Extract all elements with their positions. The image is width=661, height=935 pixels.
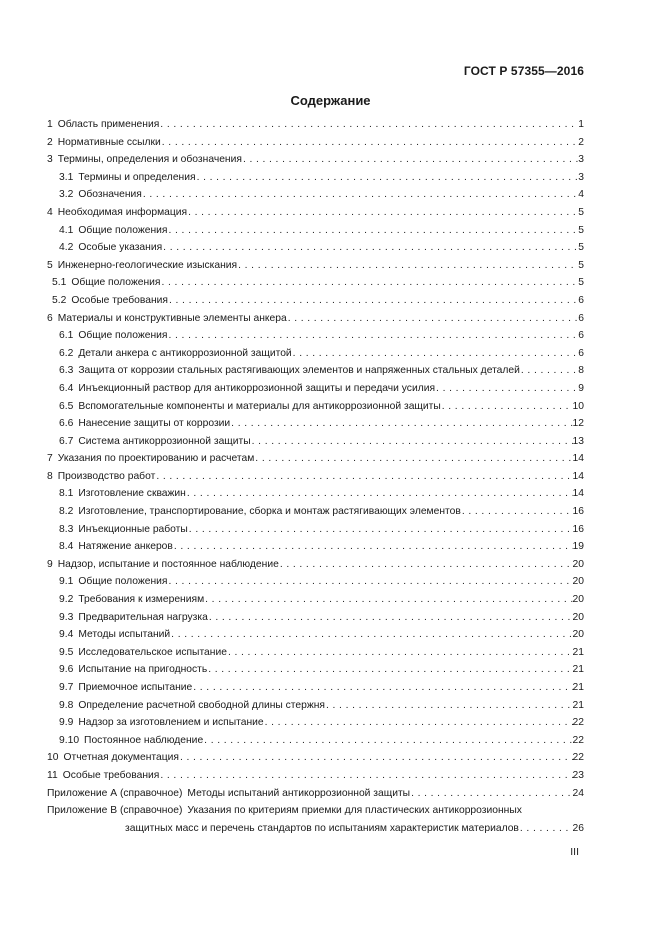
toc-entry-title: Инъекционный раствор для антикоррозионной защиты и передачи усилия (78, 382, 436, 394)
leader-dots (237, 260, 578, 271)
toc-entry-page: 4 (578, 189, 584, 201)
toc-entry-title: Общие положения (78, 576, 168, 588)
leader-dots (230, 418, 572, 429)
toc-entry-number: 3 (47, 154, 53, 166)
appendix-title-line2: защитных масс и перечень стандартов по испытаниям характеристик материалов (125, 822, 519, 834)
leader-dots (208, 612, 573, 623)
toc-entry-page: 5 (578, 277, 584, 289)
toc-entry[interactable] (47, 682, 584, 700)
toc-entry-number: 9.3 (59, 611, 74, 623)
toc-entry-title: Обозначения (78, 189, 142, 201)
toc-entry-number: 7 (47, 453, 53, 465)
toc-entry-number: 9.7 (59, 682, 74, 693)
toc-entry-title: Натяжение анкеров (78, 541, 173, 553)
toc-entry-title: Требования к измерениям (78, 594, 205, 606)
toc-appendix-a[interactable] (47, 788, 584, 806)
toc-entry[interactable] (47, 418, 584, 436)
toc-entry-number: 11 (47, 769, 58, 781)
standard-designation: ГОСТ Р 57355—2016 (463, 64, 584, 78)
toc-entry-page: 5 (578, 224, 584, 236)
leader-dots (162, 242, 578, 253)
toc-entry-title: Нормативные ссылки (57, 136, 161, 148)
toc-entry-page: 20 (572, 594, 584, 606)
toc-entry-number: 6 (47, 312, 53, 324)
toc-entry-title: Производство работ (57, 470, 156, 482)
toc-entry-number: 6.5 (59, 400, 74, 412)
toc-entry-number: 9.4 (59, 629, 74, 641)
toc-entry-number: 4 (47, 206, 53, 218)
toc-entry-page: 5 (578, 206, 584, 218)
leader-dots (227, 647, 573, 658)
toc-entry[interactable] (47, 559, 584, 577)
toc-entry-title: Инъекционные работы (78, 523, 188, 535)
leader-dots (168, 225, 579, 236)
toc-entry-number: 6.7 (59, 435, 74, 447)
toc-entry-number: 9.10 (59, 734, 80, 746)
toc-entry-number: 6.3 (59, 365, 74, 377)
toc-entry-page: 20 (572, 576, 584, 588)
toc-entry-title: Изготовление, транспортирование, сборка и монтаж растягивающих элементов (78, 506, 461, 518)
toc-entry[interactable] (47, 383, 584, 401)
toc-entry-page: 9 (578, 382, 584, 394)
toc-entry-page: 14 (572, 488, 584, 500)
toc-entry-title: Приемочное испытание (78, 682, 193, 693)
page-title: Содержание (290, 93, 371, 108)
toc-entry-number: 9 (47, 558, 53, 570)
toc-entry-page: 22 (572, 752, 584, 764)
leader-dots (192, 682, 572, 693)
toc-entry-number: 4.1 (59, 224, 74, 236)
toc-entry-page: 8 (578, 365, 584, 377)
toc-entry-number: 9.5 (59, 646, 74, 658)
toc-entry[interactable] (47, 295, 584, 313)
toc-entry-page: 21 (572, 646, 584, 658)
toc-entry[interactable] (47, 172, 584, 190)
appendix-title: Методы испытаний антикоррозионной защиты (187, 787, 411, 799)
leader-dots (292, 348, 579, 359)
toc-entry-number: 6.4 (59, 382, 74, 394)
toc-entry-number: 6.2 (59, 347, 74, 359)
toc-entry-title: Необходимая информация (57, 206, 188, 218)
leader-dots (187, 207, 578, 218)
toc-entry-number: 5 (47, 259, 53, 271)
toc-entry[interactable] (47, 365, 584, 383)
toc-entry-page: 21 (572, 699, 584, 711)
toc-entry-title: Отчетная документация (63, 752, 179, 764)
toc-entry-page: 20 (572, 629, 584, 641)
toc-entry[interactable] (47, 752, 584, 770)
leader-dots (279, 559, 573, 570)
toc-entry[interactable] (47, 506, 584, 524)
toc-entry[interactable] (47, 330, 584, 348)
toc-entry-page: 14 (572, 453, 584, 465)
toc-entry-page: 21 (572, 682, 584, 693)
toc-entry-number: 8.3 (59, 523, 74, 535)
appendix-label: Приложение В (справочное) (47, 805, 183, 817)
leader-dots (441, 401, 573, 412)
leader-dots (325, 700, 573, 711)
toc-entry-number: 3.2 (59, 189, 74, 201)
leader-dots (242, 154, 578, 165)
toc-entry-title: Общие положения (78, 330, 168, 342)
toc-entry[interactable] (47, 576, 584, 594)
leader-dots (207, 664, 572, 675)
toc-entry[interactable] (47, 488, 584, 506)
toc-entry[interactable] (47, 664, 584, 682)
toc-entry-title: Надзор, испытание и постоянное наблюдение (57, 558, 279, 570)
toc-entry-title: Вспомогательные компоненты и материалы для антикоррозионной защиты (78, 400, 441, 412)
toc-entry-title: Термины, определения и обозначения (57, 154, 242, 166)
toc-entry-title: Термины и определения (78, 171, 196, 183)
leader-dots (142, 189, 578, 200)
toc-entry[interactable] (47, 770, 584, 788)
toc-entry-title: Инженерно-геологические изыскания (57, 259, 238, 271)
appendix-label: Приложение А (справочное) (47, 787, 183, 799)
leader-dots (168, 576, 573, 587)
toc-entry-page: 3 (578, 171, 584, 183)
toc-entry-number: 9.6 (59, 664, 74, 676)
leader-dots (203, 735, 572, 746)
toc-entry-title: Общие положения (71, 277, 161, 289)
toc-entry-page: 1 (578, 119, 584, 130)
toc-entry-number: 8.1 (59, 488, 74, 500)
toc-entry-title: Область применения (57, 119, 160, 130)
leader-dots (168, 295, 578, 306)
toc-entry[interactable] (47, 436, 584, 454)
toc-entry[interactable] (47, 401, 584, 419)
toc-entry-page: 6 (578, 347, 584, 359)
toc-entry[interactable] (47, 471, 584, 489)
toc-entry-page: 3 (578, 154, 584, 166)
toc-entry-title: Особые указания (78, 242, 163, 254)
toc-entry-page: 23 (572, 769, 584, 781)
table-of-contents (47, 119, 584, 840)
toc-entry[interactable] (47, 313, 584, 331)
toc-entry[interactable] (47, 154, 584, 172)
toc-entry[interactable] (47, 717, 584, 735)
toc-entry[interactable] (47, 524, 584, 542)
toc-entry-page: 19 (572, 541, 584, 553)
toc-entry-page: 2 (578, 136, 584, 148)
toc-entry-number: 10 (47, 752, 59, 764)
toc-entry[interactable] (47, 119, 584, 137)
toc-entry-page: 22 (572, 717, 584, 729)
toc-entry-number: 1 (47, 119, 53, 130)
toc-entry-page: 10 (572, 400, 584, 412)
toc-entry[interactable] (47, 242, 584, 260)
toc-entry[interactable] (47, 225, 584, 243)
leader-dots (179, 752, 573, 763)
leader-dots (254, 453, 572, 464)
toc-entry-title: Система антикоррозионной защиты (78, 435, 251, 447)
toc-entry-page: 20 (572, 611, 584, 623)
leader-dots (170, 629, 572, 640)
leader-dots (186, 488, 573, 499)
leader-dots (204, 594, 572, 605)
toc-appendix-b[interactable] (47, 805, 584, 823)
toc-entry-title: Методы испытаний (78, 629, 171, 641)
leader-dots (173, 541, 573, 552)
leader-dots (251, 436, 573, 447)
toc-entry-page: 21 (572, 664, 584, 676)
toc-entry-number: 8.2 (59, 506, 74, 518)
toc-entry-title: Материалы и конструктивные элементы анкера (57, 312, 287, 324)
toc-entry-number: 9.9 (59, 717, 74, 729)
toc-entry-title: Испытание на пригодность (78, 664, 208, 676)
toc-entry[interactable] (47, 629, 584, 647)
toc-entry-page: 16 (572, 506, 584, 518)
toc-entry-number: 9.2 (59, 594, 74, 606)
toc-entry-number: 6.6 (59, 418, 74, 430)
leader-dots (159, 770, 572, 781)
leader-dots (161, 277, 579, 288)
toc-entry[interactable] (47, 594, 584, 612)
toc-entry-title: Указания по проектированию и расчетам (57, 453, 255, 465)
toc-entry[interactable] (47, 189, 584, 207)
toc-entry[interactable] (47, 137, 584, 155)
toc-entry-title: Определение расчетной свободной длины стержня (78, 699, 326, 711)
toc-entry-title: Особые требования (62, 769, 160, 781)
toc-entry-page: 5 (578, 242, 584, 254)
leader-dots (410, 788, 572, 799)
toc-entry-title: Изготовление скважин (78, 488, 186, 500)
toc-entry-page: 6 (578, 294, 584, 306)
toc-entry-title: Общие положения (78, 224, 168, 236)
appendix-page: 26 (572, 822, 584, 834)
leader-dots (168, 330, 579, 341)
toc-entry[interactable] (47, 541, 584, 559)
toc-entry-number: 5.2 (52, 294, 67, 306)
toc-entry-title: Особые требования (71, 294, 168, 306)
toc-entry[interactable] (47, 700, 584, 718)
toc-entry-number: 5.1 (52, 277, 67, 289)
toc-entry-title: Нанесение защиты от коррозии (78, 418, 231, 430)
leader-dots (520, 365, 578, 376)
toc-entry-number: 9.1 (59, 576, 74, 588)
page-number: III (570, 846, 579, 858)
toc-entry[interactable] (47, 647, 584, 665)
toc-entry-number: 3.1 (59, 171, 74, 183)
toc-entry-title: Защита от коррозии стальных растягивающих элементов и напряженных стальных деталей (78, 365, 520, 377)
toc-entry-page: 14 (572, 470, 584, 482)
toc-entry-page: 6 (578, 330, 584, 342)
leader-dots (196, 172, 579, 183)
toc-entry-title: Исследовательское испытание (78, 646, 227, 658)
toc-entry[interactable] (47, 612, 584, 630)
leader-dots (155, 471, 572, 482)
leader-dots (188, 524, 573, 535)
toc-entry-number: 2 (47, 136, 53, 148)
toc-entry-title: Постоянное наблюдение (84, 734, 204, 746)
toc-entry[interactable] (47, 735, 584, 753)
toc-entry[interactable] (47, 260, 584, 278)
toc-entry-page: 5 (578, 259, 584, 271)
toc-entry-title: Детали анкера с антикоррозионной защитой (78, 347, 292, 359)
leader-dots (461, 506, 573, 517)
toc-entry-number: 8.4 (59, 541, 74, 553)
toc-entry-title: Надзор за изготовлением и испытание (78, 717, 264, 729)
toc-entry[interactable] (47, 207, 584, 225)
appendix-title-line1: Указания по критериям приемки для пластических антикоррозионных (187, 805, 522, 817)
toc-entry[interactable] (47, 348, 584, 366)
toc-entry-number: 6.1 (59, 330, 74, 342)
appendix-page: 24 (572, 787, 584, 799)
toc-appendix-b-continued[interactable] (47, 823, 584, 841)
leader-dots (159, 119, 578, 130)
toc-entry[interactable] (47, 453, 584, 471)
leader-dots (287, 313, 579, 324)
toc-entry-number: 8 (47, 470, 53, 482)
toc-entry[interactable] (47, 277, 584, 295)
toc-entry-page: 12 (572, 418, 584, 430)
toc-entry-page: 22 (572, 734, 584, 746)
toc-entry-title: Предварительная нагрузка (78, 611, 208, 623)
leader-dots (264, 717, 573, 728)
toc-entry-page: 6 (578, 312, 584, 324)
toc-entry-page: 16 (572, 523, 584, 535)
leader-dots (161, 137, 578, 148)
leader-dots (519, 823, 573, 834)
toc-entry-number: 4.2 (59, 242, 74, 254)
leader-dots (435, 383, 578, 394)
toc-entry-page: 20 (572, 558, 584, 570)
toc-entry-page: 13 (572, 435, 584, 447)
toc-entry-number: 9.8 (59, 699, 74, 711)
